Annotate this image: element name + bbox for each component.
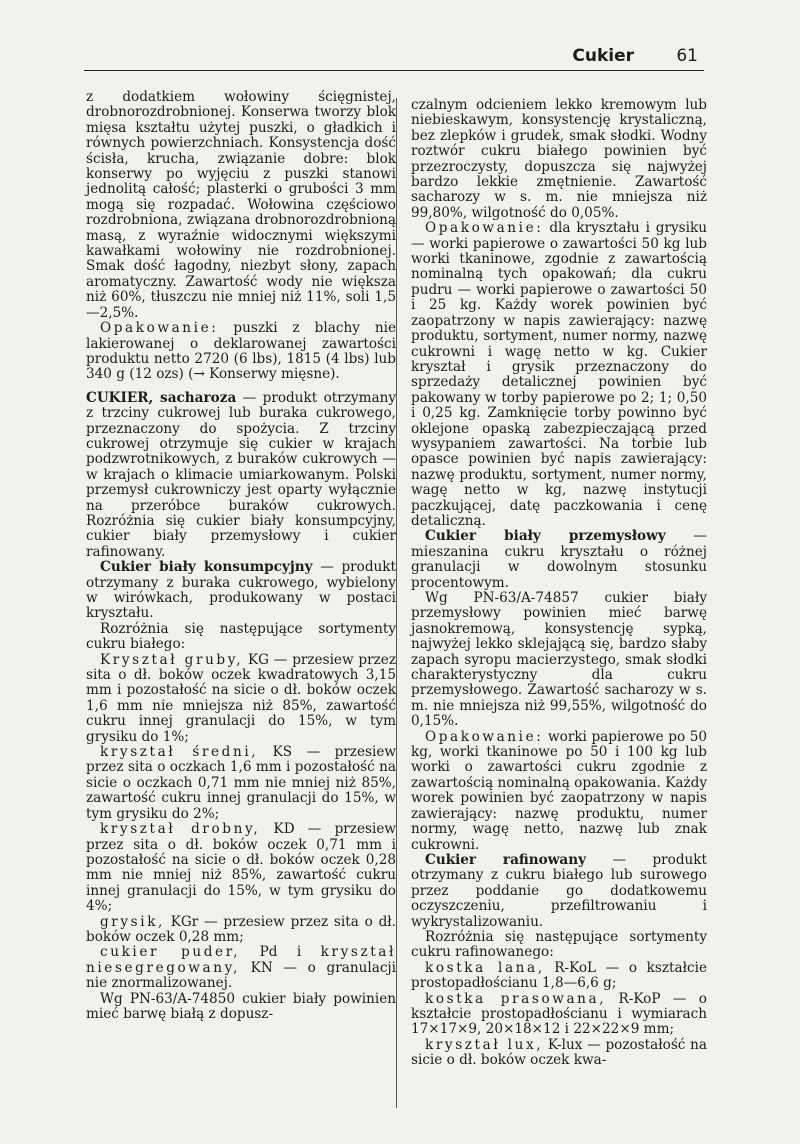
grade-item: kryształ średni, KS — przesiew przez sita o oczkach 1,6 mm i pozostałość na sicie o oczkach 0,71 mm nie mniej niż 85%, zawartość cukru innej granulacji do 15%, w tym grysiku do 2%;: [86, 744, 397, 822]
paragraph: Opakowanie: puszki z blachy nie lakierowanej o deklarowanej zawartości produktu netto 2720 (6 lbs), 1815 (4 lbs) lub 340 g (12 ozs) (→ Konserwy mięsne).: [86, 320, 396, 383]
paragraph: Rozróżnia się następujące sortymenty cukru rafinowanego:: [411, 928, 707, 961]
grade-item: cukier puder, Pd i kryształ niesegregowany, KN — o granulacji nie znormalizowanej.: [86, 944, 396, 992]
paragraph: Wg PN-63/A-74857 cukier biały przemysłowy powinien mieć barwę jasnokremową, konsystencję sypką, najwyżej lekko sklejającą się, bardzo słaby zapach syropu macierzystego, smak słodki charakterystyczny dla cukru przemysłowego. Zawartość sacharozy w s. m. nie mniejsza niż 99,55%, wilgotność do 0,15%.: [411, 590, 707, 730]
paragraph: Opakowanie: worki papierowe po 50 kg, worki tkaninowe po 50 i 100 kg lub worki o zawartości cukru zgodnie z zawartością nominalną opakowania. Każdy worek powinien być zaopatrzony w napis zawierający: nazwę produktu, numer normy, wagę netto, nazwę lub znak cukrowni.: [411, 728, 707, 853]
paragraph: czalnym odcieniem lekko kremowym lub niebieskawym, konsystencję krystaliczną, bez zlepków i grudek, smak słodki. Wodny roztwór cukru białego powinien być przezroczysty, dopuszcza się najwyżej bardzo lekkie zmętnienie. Zawartość sacharozy w s. m. nie mniejsza niż 99,80%, wilgotność do 0,05%.: [411, 97, 707, 221]
entry-cukier: CUKIER, sacharoza — produkt otrzymany z trzciny cukrowej lub buraka cukrowego, przeznaczony do spożycia. Z trzciny cukrowej otrzymuje się cukier w krajach podzwrotnikowych, z buraków cukrowych — w krajach o klimacie umiarkowanym. Polski przemysł cukrowniczy jest oparty wyłącznie na przeróbce buraków cukrowych. Rozróżnia się cukier biały konsumpcyjny, cukier biały przemysłowy i cukier rafinowany.: [86, 389, 396, 560]
entry-term: CUKIER,: [86, 389, 154, 406]
grade-item: kostka lana, R-KoL — o kształcie prostopadłościanu 1,8—6,6 g;: [411, 959, 708, 992]
grade-label: kryształ niesegregowany,: [86, 944, 396, 976]
label: Opakowanie:: [425, 728, 544, 745]
grade-label: Kryształ gruby,: [100, 651, 244, 668]
paragraph: Opakowanie: dla kryształu i grysiku — worki papierowe o zawartości 50 kg lub worki tkaninowe, zgodnie z zawartością nominalną tych opakowań; dla cukru pudru — worki papierowe o zawartości 50 i 25 kg. Każdy worek powinien być zaopatrzony w napis zawierający: nazwę produktu, sortyment, numer normy, nazwę cukrowni i wagę netto w kg. Cukier kryształ i grysik przeznaczony do sprzedaży detalicznej powinien być pakowany w torby papierowe po 2; 1; 0,50 i 0,25 kg. Zamknięcie torby powinno być oklejone opaską zabezpieczającą przed wysypaniem zawartości. Na torbie lub opasce powinien być napis zawierający: nazwę produktu, sortyment, numer normy, wagę netto w kg, nazwę instytucji paczkującej, datę paczkowania i cenę detaliczną.: [411, 220, 707, 529]
page-number: 61: [676, 46, 698, 66]
grade-label: kostka prasowana,: [425, 990, 607, 1007]
subentry-term: Cukier biały przemysłowy: [425, 528, 666, 545]
entry-konsumpcyjny: Cukier biały konsumpcyjny — produkt otrzymany z buraka cukrowego, wybielony w wirówkach, produkowany w postaci kryształu.: [86, 559, 396, 622]
grade-label: kryształ drobny,: [100, 821, 261, 838]
header-title: Cukier: [572, 46, 634, 66]
grade-label: cukier puder,: [100, 944, 241, 961]
label: Opakowanie:: [425, 220, 544, 237]
subentry-term: Cukier rafinowany: [425, 851, 587, 868]
grade-item: grysik, KGr — przesiew przez sita o dł. boków oczek 0,28 mm;: [86, 913, 396, 945]
grade-item: kryształ drobny, KD — przesiew przez sita o dł. boków oczek 0,71 mm i pozostałość na sicie o dł. boków oczek 0,28 mm nie mniej niż 85%, zawartość cukru innej granulacji do 15%, w tym grysiku do 4%;: [86, 821, 396, 915]
left-column: [86, 90, 396, 1022]
running-header: [84, 44, 704, 71]
grade-label: kryształ lux,: [425, 1036, 544, 1053]
grade-label: kostka lana,: [425, 959, 545, 976]
paragraph: Wg PN-63/A-74850 cukier biały powinien mieć barwę białą z dopusz-: [86, 990, 396, 1022]
paragraph: Rozróżnia się następujące sortymenty cukru białego:: [86, 620, 396, 653]
grade-label: kryształ średni,: [100, 744, 259, 761]
entry-rafinowany: Cukier rafinowany — produkt otrzymany z cukru białego lub surowego przez poddanie go dodatkowemu oczyszczeniu, przefiltrowaniu i wykrystalizowaniu.: [411, 851, 707, 930]
paragraph: z dodatkiem wołowiny ścięgnistej, drobnorozdrobnionej. Konserwa tworzy blok mięsa kształtu użytej puszki, o gładkich i równych powierzchniach. Konsystencja dość ścisła, krucha, związanie dobre: blok konserwy po wyjęciu z puszki stanowi jednolitą całość; plasterki o grubości 3 mm mogą się rozpadać. Wołowina częściowo rozdrobniona, związana drobnorozdrobnioną masą, z wyraźnie widocznymi większymi kawałkami wołowiny nie rozdrobnionej. Smak dość łagodny, niezbyt słony, zapach aromatyczny. Zawartość wody nie większa niż 60%, tłuszczu nie mniej niż 11%, soli 1,5—2,5%.: [86, 89, 396, 321]
grade-item: Kryształ gruby, KG — przesiew przez sita o dł. boków oczek kwadratowych 3,15 mm i pozostałość na sicie o dł. boków oczek 1,6 mm nie mniejsza niż 85%, zawartość cukru innej granulacji do 15%, w tym grysiku do 1%;: [86, 651, 396, 745]
grade-item: kostka prasowana, R-KoP — o kształcie prostopadłościanu i wymiarach 17×17×9, 20×18×12 i 22×22×9 mm;: [411, 990, 707, 1038]
label: Opakowanie:: [100, 320, 219, 337]
grade-item: kryształ lux, K-lux — pozostałość na sicie o dł. boków oczek kwa-: [411, 1036, 707, 1069]
entry-term-synonym: sacharoza: [153, 389, 237, 406]
grade-label: grysik,: [100, 913, 165, 930]
subentry-term: Cukier biały konsumpcyjny: [100, 559, 313, 576]
entry-przemyslowy: Cukier biały przemysłowy — mieszanina cukru kryształu o różnej granulacji w dowolnym stosunku procentowym.: [411, 528, 707, 591]
right-column: [396, 98, 707, 1108]
